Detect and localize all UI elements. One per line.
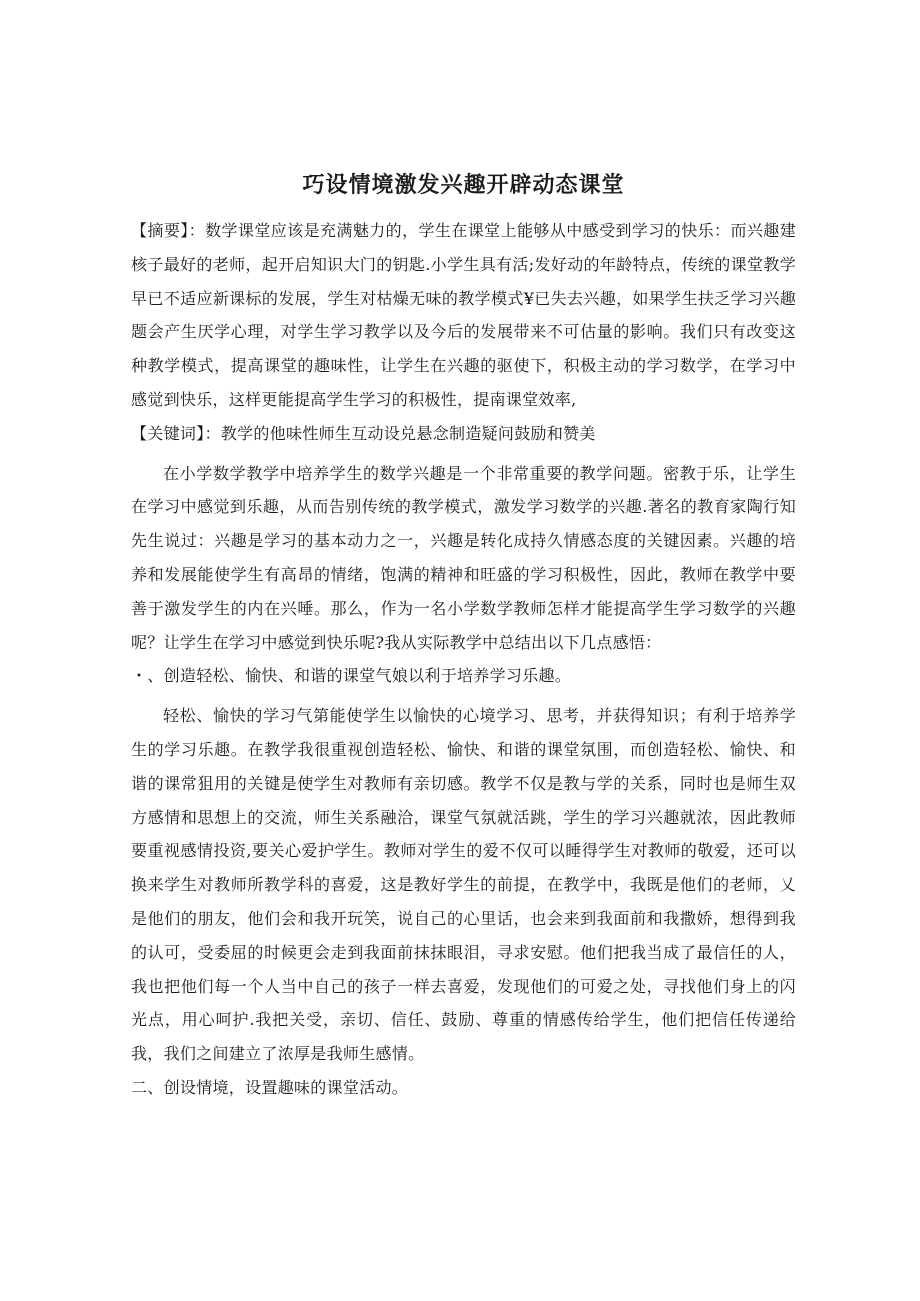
section-1-paragraph: 轻松、愉快的学习气第能使学生以愉快的心境学习、思考，并获得知识；有利于培养学生的学习乐趣。在教学我很重视创造轻松、愉快、和谐的课堂氛围，而创造轻松、愉快、和谐的课常狙用的关键是使学生对教师有亲切感。教学不仅是教与学的关系，同时也是师生双方感情和思想上的交流，师生关系融洽，课堂气氛就活跳，学生的学习兴趣就浓，因此教师要重视感情投资,要关心爱护学生。教师对学生的爱不仅可以睡得学生对教师的敬爱，还可以换来学生对教师所教学科的喜爱，这是教好学生的前提，在教学中，我既是他们的老师，乂是他们的朋友，他们会和我开玩笑，说自己的心里话，也会来到我面前和我撒娇，想得到我的认可，受委屈的时候更会走到我面前抹抹眼泪，寻求安慰。他们把我当成了最信任的人，我也把他们每一个人当中自己的孩子一样去喜爱，发现他们的可爱之处，寻找他们身上的闪光点，用心呵护.我把关受，亲切、信任、鼓励、尊重的情感传给学生，他们把信任传递给我，我们之间建立了浓厚是我师生感情。 [131, 706, 796, 1064]
document-page [131, 168, 796, 1105]
abstract-label: 【摘要】 [131, 221, 189, 240]
abstract-text: ：数学课堂应该是充满魅力的，学生在课堂上能够从中感受到学习的快乐：而兴趣建核子最好的老师，起开启知识大门的钥匙.小学生具有活;发好动的年龄特点，传统的课堂教学早已不适应新课标的发展，学生对枯燥无味的教学模式¥已失去兴趣，如果学生扶乏学习兴趣题会产生厌学心理，对学生学习教学以及今后的发展带来不可估量的影响。我们只有改变这种教学模式，提高课堂的趣味性，让学生在兴趣的驱使下，积极主动的学习数学，在学习中感觉到快乐，这样更能提高学生学习的积极性，提南课堂效率, [131, 221, 796, 409]
keywords-text: ：教学的他味性师生互动设兑悬念制造疑问鼓励和赞美 [204, 423, 596, 443]
keywords-paragraph [131, 417, 796, 451]
section-heading-1: ・、创造轻松、愉快、和谐的课堂气娘以利于培养学习乐趣。 [131, 666, 572, 686]
abstract-paragraph [131, 214, 796, 417]
document-title: 巧设情境激发兴趣开辟动态课堂 [302, 173, 625, 198]
section-heading-2: 二、创设情境，设置趣味的课堂活动。 [131, 1077, 409, 1097]
intro-paragraph: 在小学数学教学中培养学生的数学兴趣是一个非常重要的教学问题。密教于乐，让学生在学习中感觉到乐趣，从而告别传统的教学模式，激发学习数学的兴趣.著名的教育家陶行知先生说过：兴趣是学习的基本动力之一，兴趣是转化成持久情感态度的关键因素。兴趣的培养和发展能使学生有高昂的情绪，饱满的精神和旺盛的学习积极性，因此，教师在教学中要善于激发学生的内在兴唾。那么，作为一名小学数学教师怎样才能提高学生学习数学的兴趣呢？让学生在学习中感觉到快乐呢?我从实际教学中总结出以下几点感悟： [131, 463, 796, 652]
keywords-label: 【关键词】 [131, 423, 205, 443]
